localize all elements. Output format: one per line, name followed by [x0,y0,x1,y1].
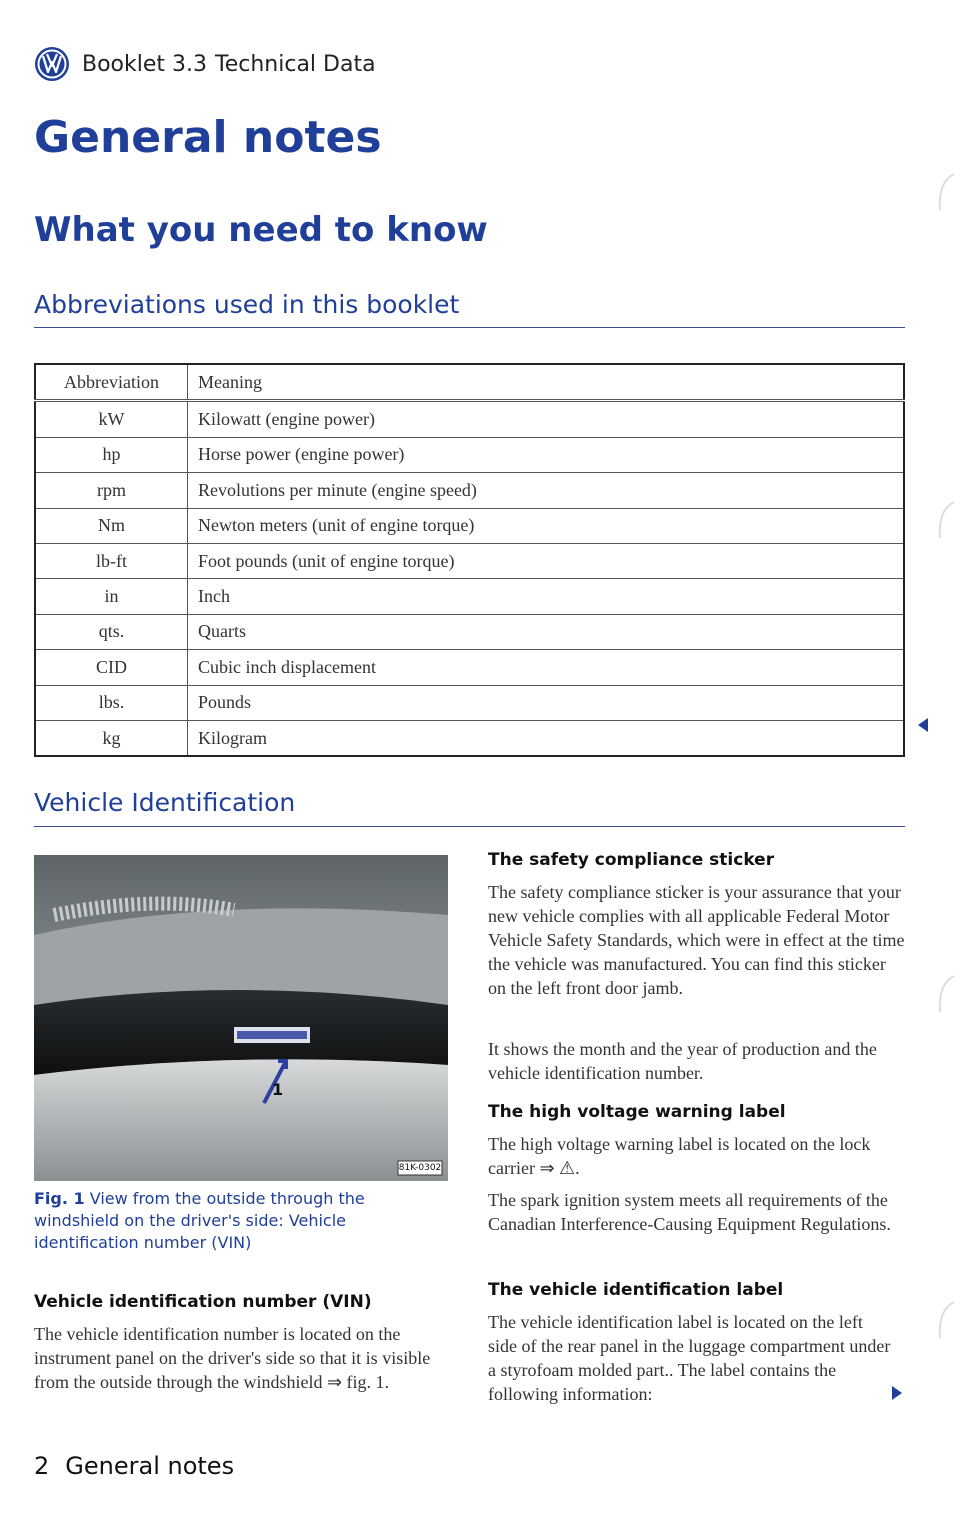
meaning-cell: Kilogram [188,720,905,756]
abbreviation-cell: rpm [35,473,188,508]
windshield-illustration [34,855,448,1181]
table-row [35,720,904,756]
binder-hole-decoration [934,500,956,540]
heading-divider [34,327,905,328]
back-arrow-icon [918,718,928,732]
table-row [35,579,904,614]
binder-hole-decoration [934,172,956,212]
meaning-cell: Horse power (engine power) [188,437,905,472]
abbreviation-cell: kW [35,401,188,437]
vin-text: The vehicle identification number is located on the instrument panel on the driver's side so that it is visible from the outside through the windshield ⇒ fig. 1. [34,1324,431,1392]
spark-ignition-text: The spark ignition system meets all requirements of the Canadian Interference-Causing Equipment Regulations. [488,1190,891,1234]
abbreviation-cell: lbs. [35,685,188,720]
column-header-meaning: Meaning [188,364,905,401]
svg-text:1: 1 [272,1080,284,1099]
voltage-label-heading: The high voltage warning label [488,1102,786,1122]
table-row [35,543,904,578]
voltage-label-text: The high voltage warning label is located on the lock carrier ⇒ ⚠. [488,1134,871,1178]
table-row [35,473,904,508]
binder-hole-decoration [934,1300,956,1340]
meaning-cell: Revolutions per minute (engine speed) [188,473,905,508]
figure-caption-text: View from the outside through the windshield on the driver's side: Vehicle identification number (VIN) [34,1189,365,1252]
table-row [35,685,904,720]
abbreviation-cell: hp [35,437,188,472]
figure-label: Fig. 1 [34,1189,85,1208]
meaning-cell: Quarts [188,614,905,649]
identification-label-text: The vehicle identification label is located on the left side of the rear panel in the luggage compartment under a styrofoam molded part.. The label contains the following information: [488,1312,891,1404]
binder-hole-decoration [934,974,956,1014]
table-header-row [35,364,904,401]
meaning-cell: Pounds [188,685,905,720]
abbreviation-cell: in [35,579,188,614]
page-number: 2 [34,1452,50,1480]
column-header-abbreviation: Abbreviation [35,364,188,401]
vw-logo-icon [34,46,70,82]
figure-caption [34,1188,450,1254]
figure-code: 81K-0302 [398,1163,442,1173]
table-row [35,508,904,543]
abbreviation-cell: qts. [35,614,188,649]
table-row [35,614,904,649]
abbreviations-table [34,363,905,757]
table-row [35,650,904,685]
meaning-cell: Cubic inch displacement [188,650,905,685]
identification-label-heading: The vehicle identification label [488,1280,784,1300]
abbreviation-cell: kg [35,720,188,756]
safety-sticker-text-2: It shows the month and the year of production and the vehicle identification number. [488,1039,877,1083]
booklet-label: Booklet 3.3 [82,51,208,77]
table-row [35,401,904,437]
page-title: General notes [34,112,382,163]
meaning-cell: Inch [188,579,905,614]
footer-section: General notes [65,1452,235,1480]
abbreviation-cell: lb-ft [35,543,188,578]
abbreviation-cell: Nm [35,508,188,543]
section-title: What you need to know [34,210,488,250]
meaning-cell: Foot pounds (unit of engine torque) [188,543,905,578]
table-row [35,437,904,472]
vin-heading: Vehicle identification number (VIN) [34,1292,372,1312]
page-footer [34,1452,234,1480]
vehicle-identification-heading: Vehicle Identification [34,788,296,817]
windshield-vin-photo [34,855,448,1181]
continue-arrow-icon [892,1386,902,1400]
abbreviation-cell: CID [35,650,188,685]
safety-sticker-heading: The safety compliance sticker [488,850,775,870]
header-title: Technical Data [215,51,376,77]
meaning-cell: Kilowatt (engine power) [188,401,905,437]
abbreviations-heading: Abbreviations used in this booklet [34,290,460,319]
page-header [34,44,376,84]
safety-sticker-text: The safety compliance sticker is your assurance that your new vehicle complies with all applicable Federal Motor Vehicle Safety Standards, which were in effect at the time the vehicle was manufactured. You can find this sticker on the left front door jamb. [488,882,905,998]
heading-divider [34,826,905,827]
meaning-cell: Newton meters (unit of engine torque) [188,508,905,543]
